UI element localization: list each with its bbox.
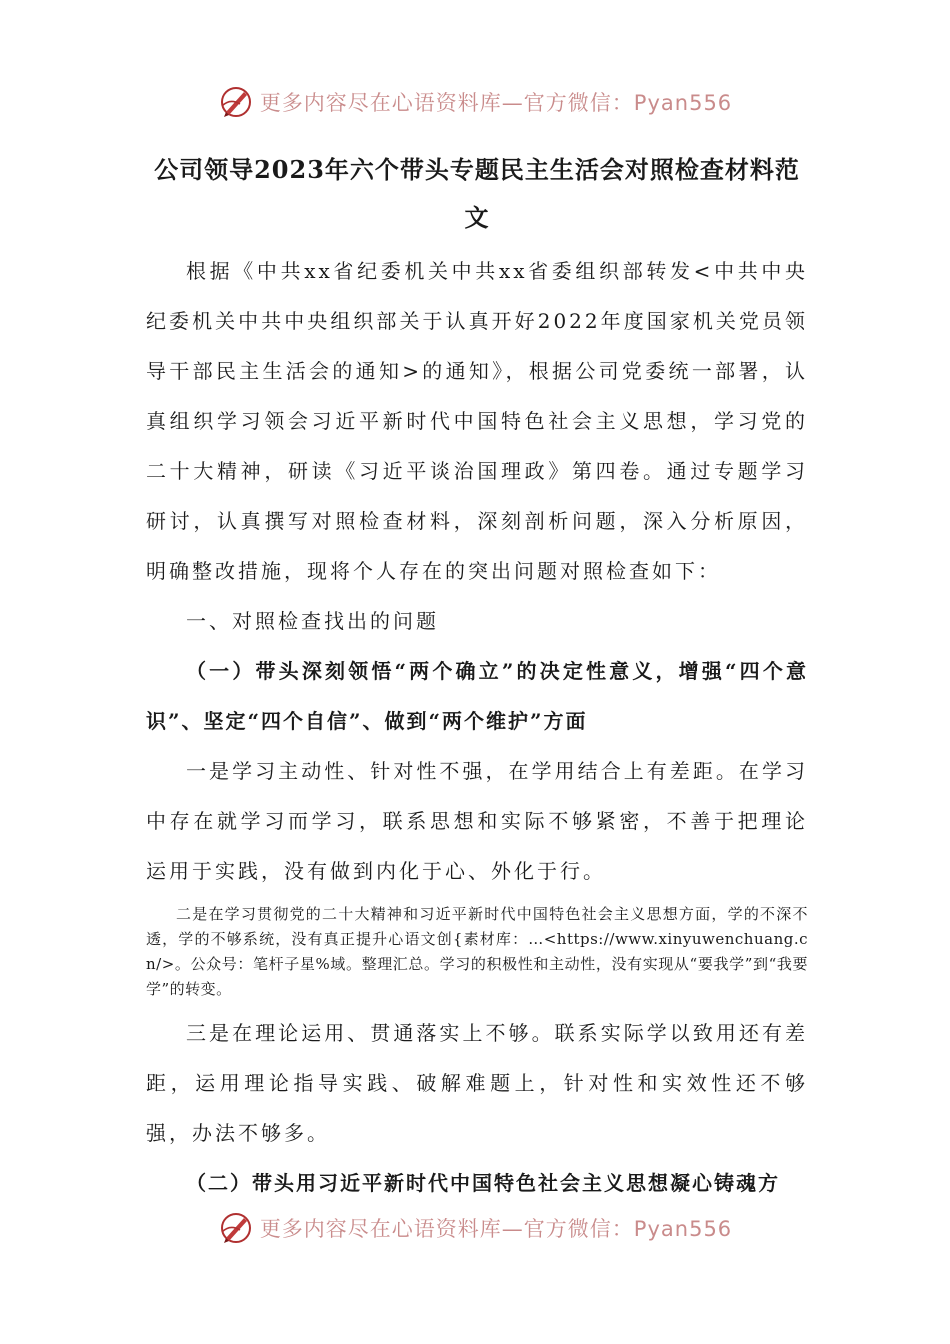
section1-heading: 一、对照检查找出的问题 [186,609,439,633]
footer-banner [0,1208,950,1248]
pen-logo-icon [218,1210,254,1246]
header-banner [0,82,950,122]
document-title: 公司领导2023年六个带头专题民主生活会对照检查材料范文 [154,155,800,232]
point2-paragraph: 二是在学习贯彻党的二十大精神和习近平新时代中国特色社会主义思想方面，学的不深不透，学的不够系统，没有真正提升心语文创{素材库：…<https://www.xinyuwenchuang.cn/>。公众号：笔杆子星%域。整理汇总。学习的积极性和主动性，没有实现从“要我学”到“我要学”的转变。 [146,905,808,998]
document-body [146,146,808,1208]
pen-logo-icon [218,84,254,120]
footer-banner-text: 更多内容尽在心语资料库—官方微信：Pyan556 [259,1217,733,1241]
header-banner-text: 更多内容尽在心语资料库—官方微信：Pyan556 [259,91,733,115]
intro-paragraph: 根据《中共xx省纪委机关中共xx省委组织部转发<中共中央纪委机关中共中央组织部关于认真开好2022年度国家机关党员领导干部民主生活会的通知>的通知》，根据公司党委统一部署，认真组织学习领会习近平新时代中国特色社会主义思想，学习党的二十大精神，研读《习近平谈治国理政》第四卷。通过专题学习研讨，认真撰写对照检查材料，深刻剖析问题，深入分析原因，明确整改措施，现将个人存在的突出问题对照检查如下： [146,259,808,583]
sub1-heading: （一）带头深刻领悟“两个确立”的决定性意义，增强“四个意识”、坚定“四个自信”、做到“两个维护”方面 [146,659,808,733]
sub2-heading: （二）带头用习近平新时代中国特色社会主义思想凝心铸魂方 [186,1171,780,1195]
point3-paragraph: 三是在理论运用、贯通落实上不够。联系实际学以致用还有差距，运用理论指导实践、破解难题上，针对性和实效性还不够强，办法不够多。 [146,1021,808,1145]
point1-paragraph: 一是学习主动性、针对性不强，在学用结合上有差距。在学习中存在就学习而学习，联系思想和实际不够紧密，不善于把理论运用于实践，没有做到内化于心、外化于行。 [146,759,808,883]
